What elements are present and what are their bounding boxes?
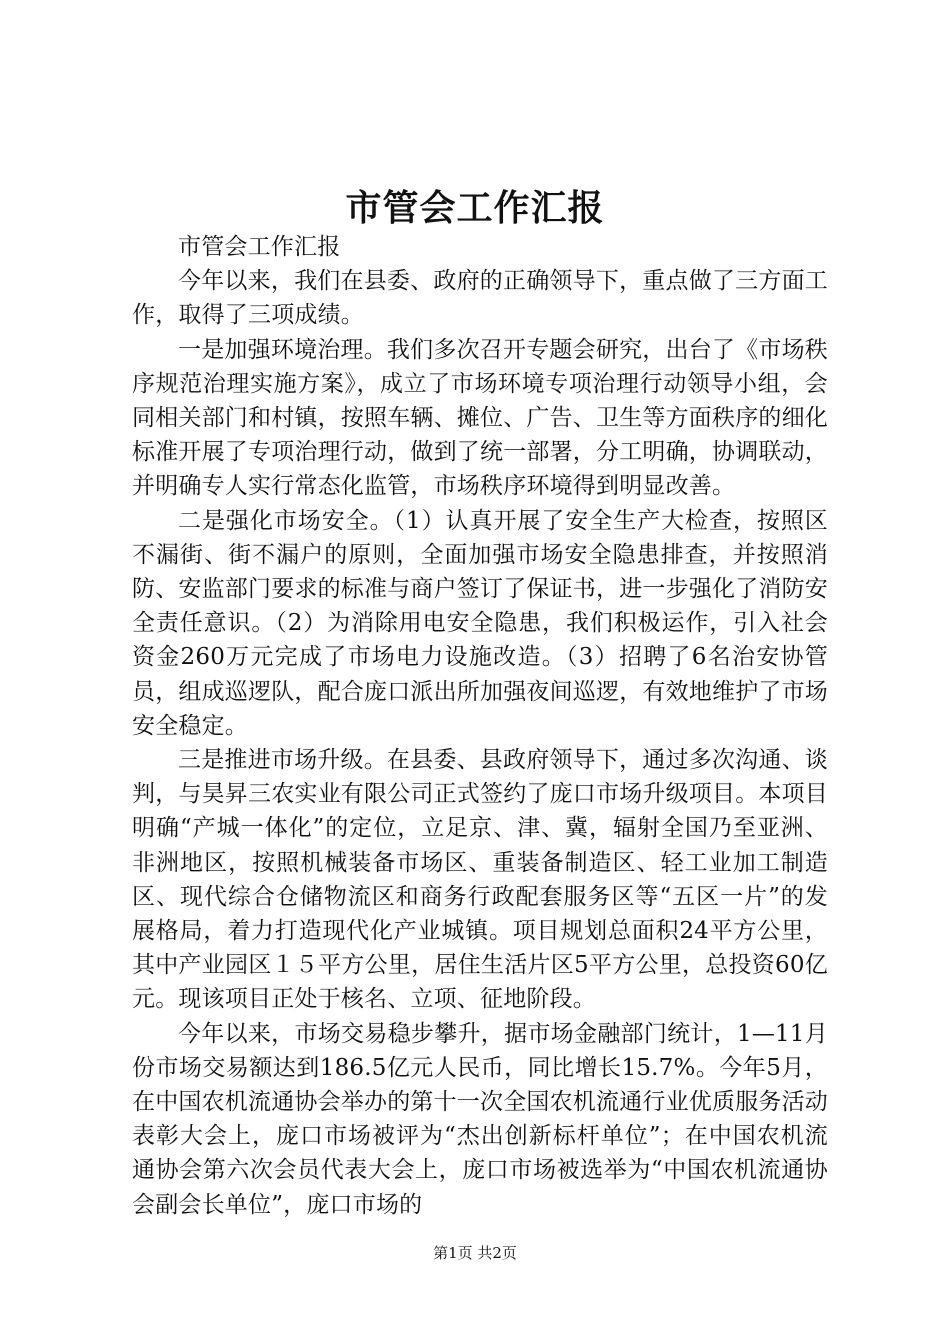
paragraph-intro: 今年以来，我们在县委、政府的正确领导下，重点做了三方面工作，取得了三项成绩。 bbox=[132, 268, 828, 329]
paragraph-upgrade: 三是推进市场升级。在县委、县政府领导下，通过多次沟通、谈判，与昊昇三农实业有限公司正式签约了庞口市场升级项目。本项目明确“产城一体化”的定位，立足京、津、冀，辐射全国乃至亚洲、非洲地区，按照机械装备市场区、重装备制造区、轻工业加工制造区、现代综合仓储物流区和商务行政配套服务区等“五区一片”的发展格局，着力打造现代化产业城镇。项目规划总面积24平方公里，其中产业园区１５平方公里，居住生活片区5平方公里，总投资60亿元。现该项目正处于核名、立项、征地阶段。 bbox=[132, 747, 828, 1013]
page-footer: 第1页 共2页 bbox=[433, 1244, 517, 1262]
paragraph-subtitle: 市管会工作汇报 bbox=[178, 234, 341, 260]
document-body bbox=[132, 230, 828, 1222]
paragraph-safety: 二是强化市场安全。（1）认真开展了安全生产大检查，按照区不漏街、街不漏户的原则，全面加强市场安全隐患排查，并按照消防、安监部门要求的标准与商户签订了保证书，进一步强化了消防安全责任意识。（2）为消除用电安全隐患，我们积极运作，引入社会资金260万元完成了市场电力设施改造。（3）招聘了6名治安协管员，组成巡逻队，配合庞口派出所加强夜间巡逻，有效地维护了市场安全稳定。 bbox=[132, 507, 828, 739]
document-title: 市管会工作汇报 bbox=[345, 187, 605, 229]
paragraph-environment: 一是加强环境治理。我们多次召开专题会研究，出台了《市场秩序规范治理实施方案》，成立了市场环境专项治理行动领导小组，会同相关部门和村镇，按照车辆、摊位、广告、卫生等方面秩序的细化标准开展了专项治理行动，做到了统一部署，分工明确，协调联动，并明确专人实行常态化监管，市场秩序环境得到明显改善。 bbox=[132, 336, 828, 500]
paragraph-results: 今年以来，市场交易稳步攀升，据市场金融部门统计，1—11月份市场交易额达到186.5亿元人民币，同比增长15.7%。今年5月，在中国农机流通协会举办的第十一次全国农机流通行业优质服务活动表彰大会上，庞口市场被评为“杰出创新标杆单位”；在中国农机流通协会第六次会员代表大会上，庞口市场被选举为“中国农机流通协会副会长单位”，庞口市场的 bbox=[132, 1020, 828, 1218]
